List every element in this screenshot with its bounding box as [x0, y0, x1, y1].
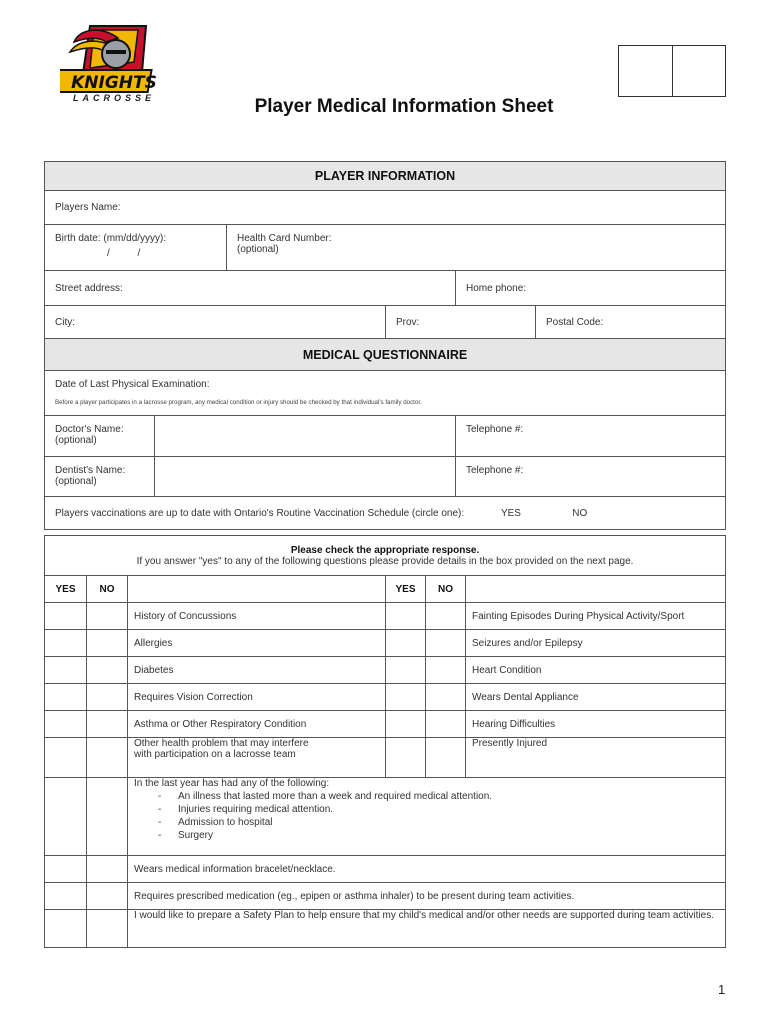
doctor-name-label: Doctor's Name: [55, 424, 124, 435]
col-spacer-header-right [466, 576, 726, 603]
list-item: - Injuries requiring medical attention. [158, 803, 719, 816]
dentist-phone-field[interactable] [456, 457, 726, 497]
instruction-title: Please check the appropriate response. [290, 544, 480, 556]
no-checkbox[interactable] [426, 603, 466, 630]
table-row [45, 856, 726, 883]
yes-checkbox[interactable] [45, 630, 87, 657]
no-checkbox[interactable] [87, 603, 128, 630]
yes-checkbox[interactable] [386, 684, 426, 711]
players-name-field[interactable] [45, 191, 726, 225]
no-checkbox[interactable] [426, 711, 466, 738]
list-item: - Surgery [158, 829, 719, 842]
yes-checkbox[interactable] [45, 738, 87, 778]
question-vision: Requires Vision Correction [128, 684, 386, 711]
question-hearing: Hearing Difficulties [466, 711, 726, 738]
doctor-phone-label: Telephone #: [466, 424, 524, 435]
question-diabetes: Diabetes [128, 657, 386, 684]
yes-checkbox[interactable] [45, 910, 87, 948]
no-checkbox[interactable] [87, 856, 128, 883]
postal-code-label: Postal Code: [546, 316, 604, 328]
checklist-instructions [45, 536, 726, 576]
no-checkbox[interactable] [426, 684, 466, 711]
city-field[interactable] [45, 306, 386, 339]
no-checkbox[interactable] [87, 657, 128, 684]
table-row [45, 910, 726, 948]
table-row [45, 603, 726, 630]
col-yes-header-right: YES [386, 576, 426, 603]
health-card-note: (optional) [237, 244, 279, 255]
table-row [45, 778, 726, 856]
col-no-header: NO [87, 576, 128, 603]
no-checkbox[interactable] [426, 738, 466, 778]
birth-date-label: Birth date: (mm/dd/yyyy): [55, 233, 167, 244]
col-no-header-right: NO [426, 576, 466, 603]
other-health-line2: with participation on a lacrosse team [134, 749, 296, 760]
table-row [45, 883, 726, 910]
last-exam-label: Date of Last Physical Examination: [55, 379, 210, 390]
question-other-health [128, 738, 386, 778]
vaccination-row [45, 497, 726, 530]
postal-code-field[interactable] [536, 306, 726, 339]
yes-checkbox[interactable] [386, 630, 426, 657]
birth-date-field[interactable] [45, 225, 227, 271]
yes-checkbox[interactable] [386, 711, 426, 738]
doctor-name-label-cell [45, 416, 155, 457]
question-allergies: Allergies [128, 630, 386, 657]
question-medication: Requires prescribed medication (eg., epipen or asthma inhaler) to be present during team activities. [128, 883, 726, 910]
vaccination-question: Players vaccinations are up to date with Ontario's Routine Vaccination Schedule (circle one): [55, 507, 465, 519]
svg-text:KNIGHTS: KNIGHTS [71, 73, 157, 93]
checklist-table [44, 535, 726, 948]
health-card-label: Health Card Number: [237, 233, 332, 244]
yes-checkbox[interactable] [45, 711, 87, 738]
col-spacer-header [128, 576, 386, 603]
page-title: Player Medical Information Sheet [254, 96, 554, 117]
no-checkbox[interactable] [87, 711, 128, 738]
last-year-list [134, 790, 719, 842]
players-name-label: Players Name: [55, 202, 121, 213]
question-dental: Wears Dental Appliance [466, 684, 726, 711]
doctor-optional-label: (optional) [55, 435, 97, 446]
no-checkbox[interactable] [87, 883, 128, 910]
no-checkbox[interactable] [426, 657, 466, 684]
dentist-name-input[interactable] [155, 457, 456, 497]
table-row [45, 657, 726, 684]
question-last-year [128, 778, 726, 856]
home-phone-field[interactable] [456, 271, 726, 306]
table-row [45, 630, 726, 657]
vaccination-yes-option[interactable]: YES [500, 507, 521, 519]
prov-label: Prov: [396, 316, 420, 328]
doctor-phone-field[interactable] [456, 416, 726, 457]
question-concussions: History of Concussions [128, 603, 386, 630]
yes-checkbox[interactable] [45, 684, 87, 711]
exam-note: Before a player participates in a lacrosse program, any medical condition or injury should be checked by that individual's family doctor. [55, 399, 422, 406]
office-use-boxes [618, 45, 726, 97]
table-row [45, 711, 726, 738]
vaccination-no-option[interactable]: NO [572, 507, 588, 519]
dentist-name-label-cell [45, 457, 155, 497]
yes-checkbox[interactable] [45, 883, 87, 910]
yes-checkbox[interactable] [386, 657, 426, 684]
last-year-intro: In the last year has had any of the following: [134, 778, 330, 789]
no-checkbox[interactable] [87, 778, 128, 856]
question-safety-plan: I would like to prepare a Safety Plan to help ensure that my child's medical and/or other needs are supported during team activities. [128, 910, 726, 948]
dentist-name-label: Dentist's Name: [55, 465, 126, 476]
dentist-optional-label: (optional) [55, 476, 97, 487]
table-row [45, 738, 726, 778]
logo-subtitle: LACROSSE [72, 93, 155, 103]
other-health-line1: Other health problem that may interfere [134, 738, 309, 749]
list-item: - An illness that lasted more than a week and required medical attention. [158, 790, 719, 803]
office-box-2[interactable] [673, 46, 726, 96]
question-seizures: Seizures and/or Epilepsy [466, 630, 726, 657]
prov-field[interactable] [386, 306, 536, 339]
list-item: - Admission to hospital [158, 816, 719, 829]
page-number: 1 [718, 982, 726, 997]
instruction-text: If you answer "yes" to any of the following questions please provide details in the box provided on the next page. [136, 555, 634, 567]
city-label: City: [55, 316, 75, 328]
birth-date-separators: / / [107, 248, 141, 259]
question-heart: Heart Condition [466, 657, 726, 684]
player-info-table [44, 161, 726, 530]
dentist-phone-label: Telephone #: [466, 465, 524, 476]
street-address-field[interactable] [45, 271, 456, 306]
street-address-label: Street address: [55, 282, 123, 294]
question-bracelet: Wears medical information bracelet/necklace. [128, 856, 726, 883]
no-checkbox[interactable] [87, 910, 128, 948]
no-checkbox[interactable] [87, 684, 128, 711]
last-exam-field[interactable] [45, 371, 726, 416]
doctor-name-input[interactable] [155, 416, 456, 457]
yes-checkbox[interactable] [45, 657, 87, 684]
question-asthma: Asthma or Other Respiratory Condition [128, 711, 386, 738]
health-card-field[interactable] [227, 225, 726, 271]
office-box-1[interactable] [619, 46, 673, 96]
player-info-heading: PLAYER INFORMATION [45, 162, 726, 191]
medical-questionnaire-heading: MEDICAL QUESTIONNAIRE [45, 339, 726, 371]
question-fainting: Fainting Episodes During Physical Activity/Sport [466, 603, 726, 630]
table-row [45, 684, 726, 711]
no-checkbox[interactable] [87, 630, 128, 657]
no-checkbox[interactable] [426, 630, 466, 657]
yes-checkbox[interactable] [45, 856, 87, 883]
yes-checkbox[interactable] [386, 603, 426, 630]
col-yes-header: YES [45, 576, 87, 603]
no-checkbox[interactable] [87, 738, 128, 778]
yes-checkbox[interactable] [45, 778, 87, 856]
yes-checkbox[interactable] [386, 738, 426, 778]
question-injured: Presently Injured [466, 738, 726, 778]
home-phone-label: Home phone: [466, 282, 527, 294]
yes-checkbox[interactable] [45, 603, 87, 630]
